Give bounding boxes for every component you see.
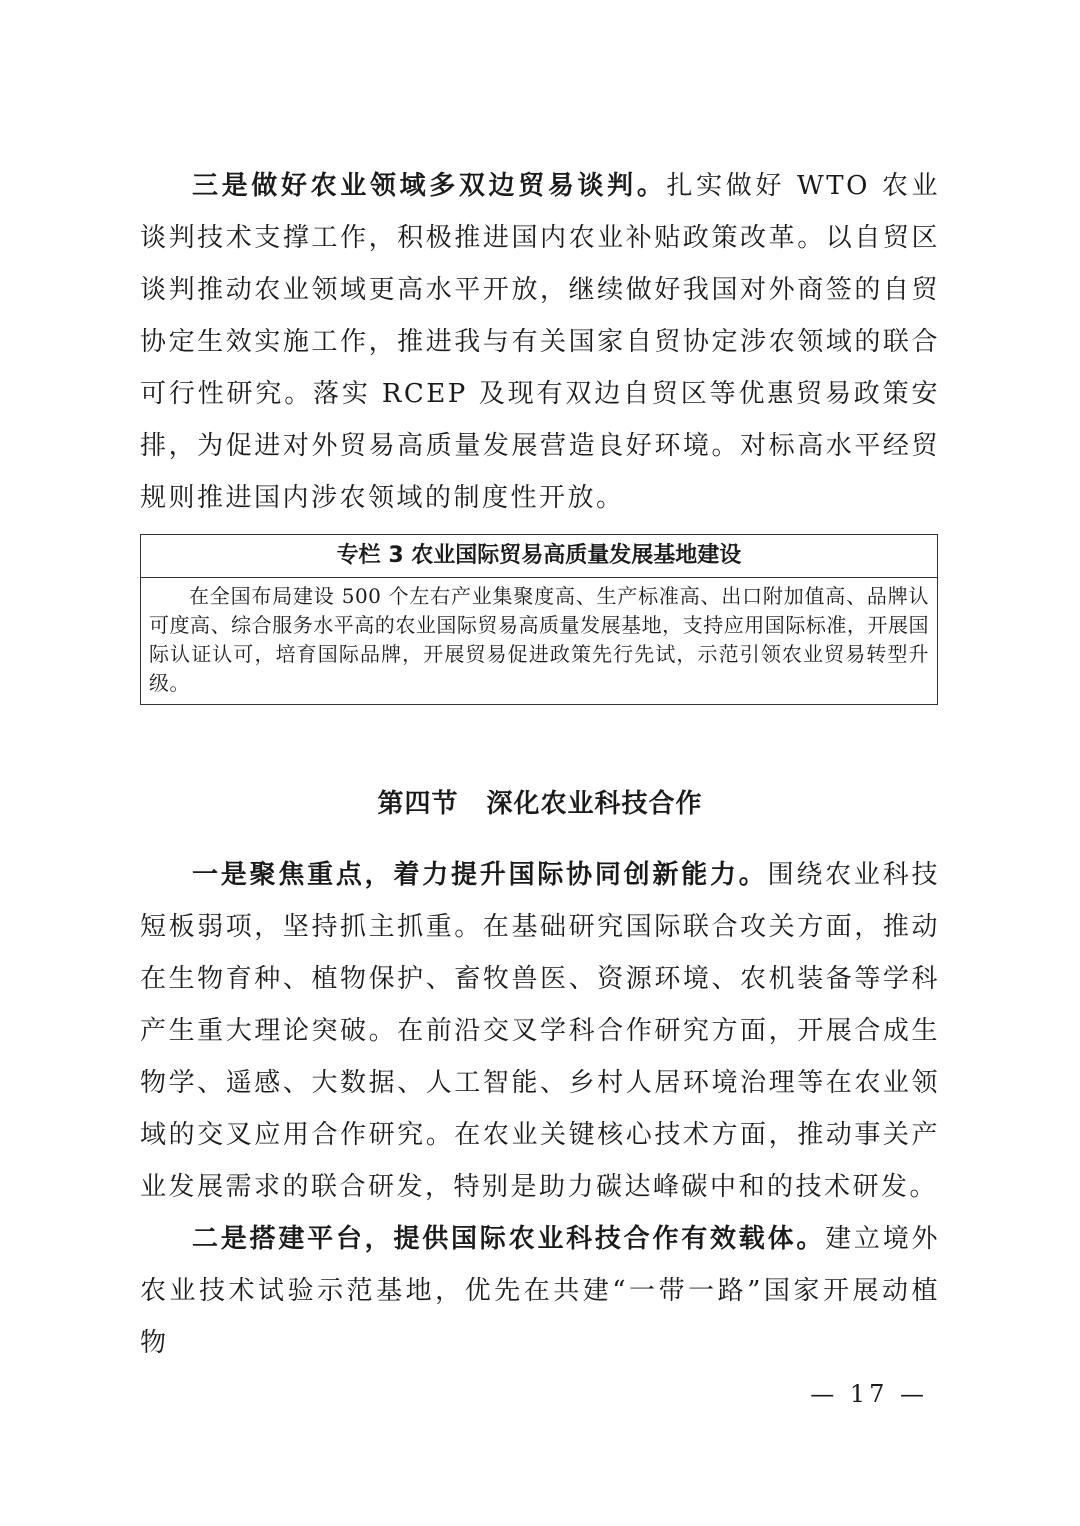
paragraph-lead: 三是做好农业领域多双边贸易谈判。 — [192, 171, 667, 201]
section-number: 第四节 — [377, 789, 459, 819]
sidebar-box-body: 在全国布局建设 500 个左右产业集聚度高、生产标准高、出口附加值高、品牌认可度高、综合服务水平高的农业国际贸易高质量发展基地，支持应用国际标准，开展国际认证认可，培育国际品牌，开展贸易促进政策先行先试，示范引领农业贸易转型升级。 — [149, 584, 929, 695]
paragraph-text: 扎实做好 WTO 农业谈判技术支撑工作，积极推进国内农业补贴政策改革。以自贸区谈判推动农业领域更高水平开放，继续做好我国对外商签的自贸协定生效实施工作，推进我与有关国家自贸协定涉农领域的联合可行性研究。落实 RCEP 及现有双边自贸区等优惠贸易政策安排，为促进对外贸易高质量发展营造良好环境。对标高水平经贸规则推进国内涉农领域的制度性开放。 — [140, 171, 940, 513]
paragraph-lead: 一是聚焦重点，着力提升国际协同创新能力。 — [192, 860, 768, 890]
paragraph-platforms — [140, 1213, 940, 1369]
paragraph-text: 建立境外农业技术试验示范基地，优先在共建“一带一路”国家开展动植物 — [140, 1224, 940, 1358]
document-page — [140, 160, 940, 1369]
sidebar-box — [140, 534, 938, 705]
page-number: — 17 — — [810, 1380, 928, 1408]
paragraph-text: 围绕农业科技短板弱项，坚持抓主抓重。在基础研究国际联合攻关方面，推动在生物育种、植物保护、畜牧兽医、资源环境、农机装备等学科产生重大理论突破。在前沿交叉学科合作研究方面，开展合成生物学、遥感、大数据、人工智能、乡村人居环境治理等在农业领域的交叉应用合作研究。在农业关键核心技术方面，推动事关产业发展需求的联合研发，特别是助力碳达峰碳中和的技术研发。 — [140, 860, 940, 1202]
sidebar-box-title: 专栏 3 农业国际贸易高质量发展基地建设 — [141, 535, 937, 578]
section-title: 深化农业科技合作 — [486, 789, 703, 819]
section-heading — [140, 781, 940, 827]
paragraph-innovation — [140, 849, 940, 1213]
paragraph-lead: 二是搭建平台，提供国际农业科技合作有效载体。 — [192, 1224, 826, 1254]
paragraph-trade-negotiations — [140, 160, 940, 524]
